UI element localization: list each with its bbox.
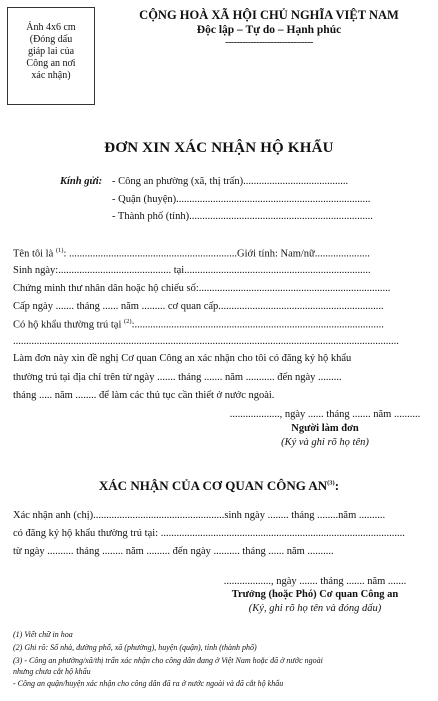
field-residence-continued: ...................................................................................................................................................: [13, 336, 399, 347]
applicant-note: (Ký và ghi rõ họ tên): [281, 437, 369, 448]
recipient-city: - Thành phố (tỉnh)......................................................................: [112, 211, 373, 222]
recipient-label: Kính gửi:: [60, 176, 103, 187]
header-divider: -------------------------------: [225, 37, 313, 48]
police-line-2: có đăng ký hộ khẩu thường trú tại: .............................................................................................: [13, 528, 405, 539]
recipient-ward: - Công an phường (xã, thị trấn)........................................: [112, 176, 349, 187]
police-signer-title: Trưởng (hoặc Phó) Cơ quan Công an: [231, 589, 399, 600]
motto: Độc lập – Tự do – Hạnh phúc: [196, 24, 342, 36]
footnote: nhưng chưa cắt hộ khẩu: [13, 667, 91, 676]
footnote: (3) - Công an phường/xã/thị trấn xác nhận cho công dân đang ở Việt Nam hoặc đã ở nước ngoài: [13, 656, 323, 665]
document-title: ĐƠN XIN XÁC NHẬN HỘ KHẨU: [104, 140, 334, 156]
photo-box-line: xác nhận): [31, 70, 71, 81]
police-date: .................., ngày ....... tháng ....... năm .......: [223, 576, 407, 587]
footnote: (2) Ghi rõ: Số nhà, đường phố, xã (phường), huyện (quận), tỉnh (thành phố): [13, 643, 257, 652]
footnote: - Công an quận/huyện xác nhận cho công dân đã ra ở nước ngoài và đã cắt hộ khẩu: [13, 679, 284, 688]
nation-header: CỘNG HOÀ XÃ HỘI CHỦ NGHĨA VIỆT NAM: [139, 8, 399, 22]
police-line-1: Xác nhận anh (chị)..................................................sinh ngày ........ tháng ........năm ..........: [13, 510, 386, 521]
footnote: (1) Viết chữ in hoa: [13, 630, 73, 639]
photo-box-line: Công an nơi: [26, 58, 76, 69]
field-issued: Cấp ngày ....... tháng ...... năm ......... cơ quan cấp...............................................................: [13, 301, 384, 312]
field-name: Tên tôi là $^{(1)}$: ................................................................Giới tính: Nam/nữ.....................: [13, 247, 370, 260]
request-line-1: Làm đơn này xin đề nghị Cơ quan Công an xác nhận cho tôi có đăng ký hộ khẩu: [13, 353, 352, 364]
photo-box-line: giáp lai của: [27, 46, 75, 57]
police-section-title: XÁC NHẬN CỦA CƠ QUAN CÔNG AN$^{(3)}$:: [98, 478, 340, 493]
police-note: (Ký, ghi rõ họ tên và đóng dấu): [248, 603, 382, 614]
applicant-title: Người làm đơn: [291, 423, 359, 434]
recipient-district: - Quận (huyện)..........................................................................: [112, 194, 371, 205]
photo-box-line: Ảnh 4x6 cm: [26, 22, 76, 33]
field-dob: Sinh ngày:........................................... tại.......................................................................: [13, 265, 371, 276]
applicant-date: ..................., ngày ...... tháng ....... năm ..........: [229, 409, 421, 420]
field-id-number: Chứng minh thư nhân dân hoặc hộ chiếu số:.........................................................................: [13, 283, 391, 294]
photo-box-line: (Đóng dấu: [29, 34, 73, 45]
request-line-3: tháng ..... năm ........ để làm các thủ tục cần thiết ở nước ngoài.: [13, 390, 275, 401]
police-line-3: từ ngày .......... tháng ........ năm ......... đến ngày .......... tháng ...... năm ..........: [13, 546, 334, 557]
photo-placeholder-box: [7, 7, 95, 105]
request-line-2: thường trú tại địa chỉ trên từ ngày ....... tháng ....... năm ........... đến ngày .........: [13, 372, 342, 383]
field-residence: Có hộ khẩu thường trú tại $^{(2)}$:...............................................................................................: [13, 318, 384, 331]
